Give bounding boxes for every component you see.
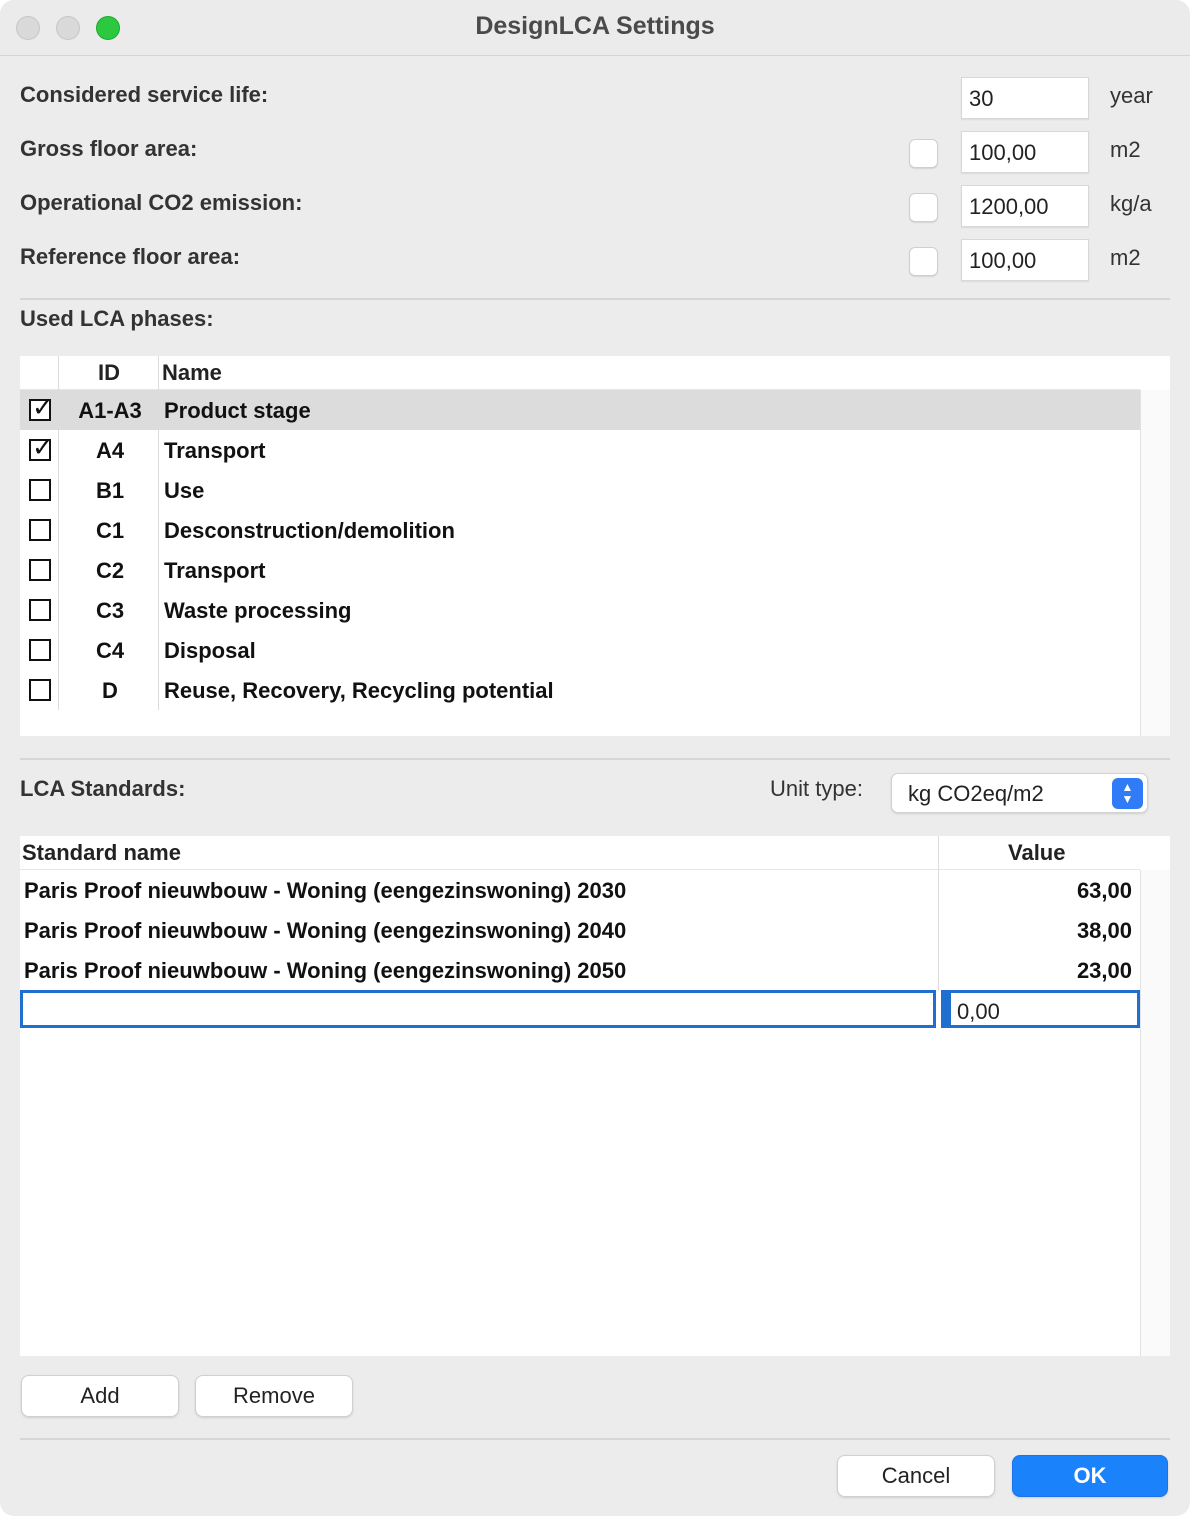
phase-row-c1[interactable] — [20, 510, 1140, 550]
checkmark-icon: ✓ — [32, 392, 54, 422]
unit-type-select[interactable] — [891, 773, 1148, 813]
operational-co2-checkbox[interactable] — [909, 193, 938, 222]
window-title: DesignLCA Settings — [475, 12, 715, 40]
phase-row-a1-a3[interactable] — [20, 390, 1140, 430]
phase-id: A1-A3 — [78, 398, 142, 423]
gross-floor-area-checkbox[interactable] — [909, 139, 938, 168]
phase-row-d[interactable] — [20, 670, 1140, 710]
standards-scrollbar[interactable] — [1140, 870, 1170, 1356]
divider — [20, 298, 1170, 300]
standards-label: LCA Standards: — [20, 776, 186, 801]
cancel-button[interactable]: Cancel — [837, 1455, 995, 1497]
phase-id: C2 — [95, 558, 125, 583]
phase-id: A4 — [95, 438, 125, 463]
operational-co2-unit: kg/a — [1110, 191, 1152, 216]
service-life-label: Considered service life: — [20, 82, 269, 107]
standard-name: Paris Proof nieuwbouw - Woning (eengezinswoning) 2030 — [24, 878, 627, 903]
checkmark-icon: ✓ — [32, 432, 54, 462]
phase-id: B1 — [95, 478, 125, 503]
divider — [20, 758, 1170, 760]
phase-checkbox-a4[interactable] — [29, 432, 54, 462]
remove-button[interactable]: Remove — [195, 1375, 353, 1417]
standard-value: 63,00 — [1076, 878, 1132, 903]
phase-id: C1 — [95, 518, 125, 543]
standards-table-header — [20, 836, 1140, 870]
reference-floor-area-checkbox[interactable] — [909, 247, 938, 276]
phase-row-b1[interactable] — [20, 470, 1140, 510]
new-standard-value-input[interactable]: 0,00 — [941, 990, 1140, 1028]
phases-label: Used LCA phases: — [20, 306, 214, 331]
reference-floor-area-unit: m2 — [1110, 245, 1141, 270]
phase-id: D — [102, 678, 118, 703]
standard-value-column-header[interactable]: Value — [1008, 840, 1066, 865]
phase-name: Product stage — [164, 398, 311, 423]
phases-table — [20, 356, 1170, 736]
phase-name: Reuse, Recovery, Recycling potential — [164, 678, 554, 703]
standard-name: Paris Proof nieuwbouw - Woning (eengezinswoning) 2050 — [24, 958, 627, 983]
phase-id: C3 — [95, 598, 125, 623]
phase-name: Transport — [164, 438, 266, 463]
phase-checkbox-c2[interactable] — [29, 559, 51, 581]
add-button[interactable]: Add — [21, 1375, 179, 1417]
title-bar — [0, 0, 1190, 56]
phase-name: Use — [164, 478, 205, 503]
reference-floor-area-label: Reference floor area: — [20, 244, 241, 269]
phase-checkbox-b1[interactable] — [29, 479, 51, 501]
standard-row[interactable] — [20, 910, 1140, 950]
operational-co2-label: Operational CO2 emission: — [20, 190, 303, 215]
standards-table — [20, 836, 1170, 1356]
operational-co2-input[interactable]: 1200,00 — [961, 185, 1089, 227]
phase-checkbox-c3[interactable] — [29, 599, 51, 621]
phases-table-header — [20, 356, 1140, 390]
standard-value: 23,00 — [1076, 958, 1132, 983]
standard-row[interactable] — [20, 950, 1140, 990]
phases-scrollbar[interactable] — [1140, 390, 1170, 736]
phase-name: Waste processing — [164, 598, 352, 623]
phase-checkbox-c1[interactable] — [29, 519, 51, 541]
unit-type-value: kg CO2eq/m2 — [908, 781, 1044, 806]
gross-floor-area-input[interactable]: 100,00 — [961, 131, 1089, 173]
standard-name-column-header[interactable]: Standard name — [22, 840, 181, 865]
new-standard-name-input[interactable] — [20, 990, 936, 1028]
ok-button[interactable]: OK — [1012, 1455, 1168, 1497]
phase-row-c3[interactable] — [20, 590, 1140, 630]
service-life-unit: year — [1110, 83, 1153, 108]
phase-row-a4[interactable] — [20, 430, 1140, 470]
standard-value: 38,00 — [1076, 918, 1132, 943]
phase-name: Desconstruction/demolition — [164, 518, 455, 543]
gross-floor-area-unit: m2 — [1110, 137, 1141, 162]
phase-id: C4 — [95, 638, 125, 663]
phases-name-column-header[interactable]: Name — [162, 360, 222, 385]
phase-row-c4[interactable] — [20, 630, 1140, 670]
up-down-chevron-icon: ▲ ▼ — [1112, 778, 1143, 809]
divider — [20, 1438, 1170, 1440]
phase-name: Transport — [164, 558, 266, 583]
phases-id-column-header[interactable]: ID — [98, 360, 120, 385]
standard-name: Paris Proof nieuwbouw - Woning (eengezinswoning) 2040 — [24, 918, 627, 943]
gross-floor-area-label: Gross floor area: — [20, 136, 198, 161]
unit-type-label: Unit type: — [770, 776, 863, 801]
phase-checkbox-a1-a3[interactable] — [29, 392, 54, 422]
standard-row[interactable] — [20, 870, 1140, 910]
reference-floor-area-input[interactable]: 100,00 — [961, 239, 1089, 281]
phase-name: Disposal — [164, 638, 256, 663]
service-life-input[interactable]: 30 — [961, 77, 1089, 119]
phase-row-c2[interactable] — [20, 550, 1140, 590]
phase-checkbox-d[interactable] — [29, 679, 51, 701]
phase-checkbox-c4[interactable] — [29, 639, 51, 661]
